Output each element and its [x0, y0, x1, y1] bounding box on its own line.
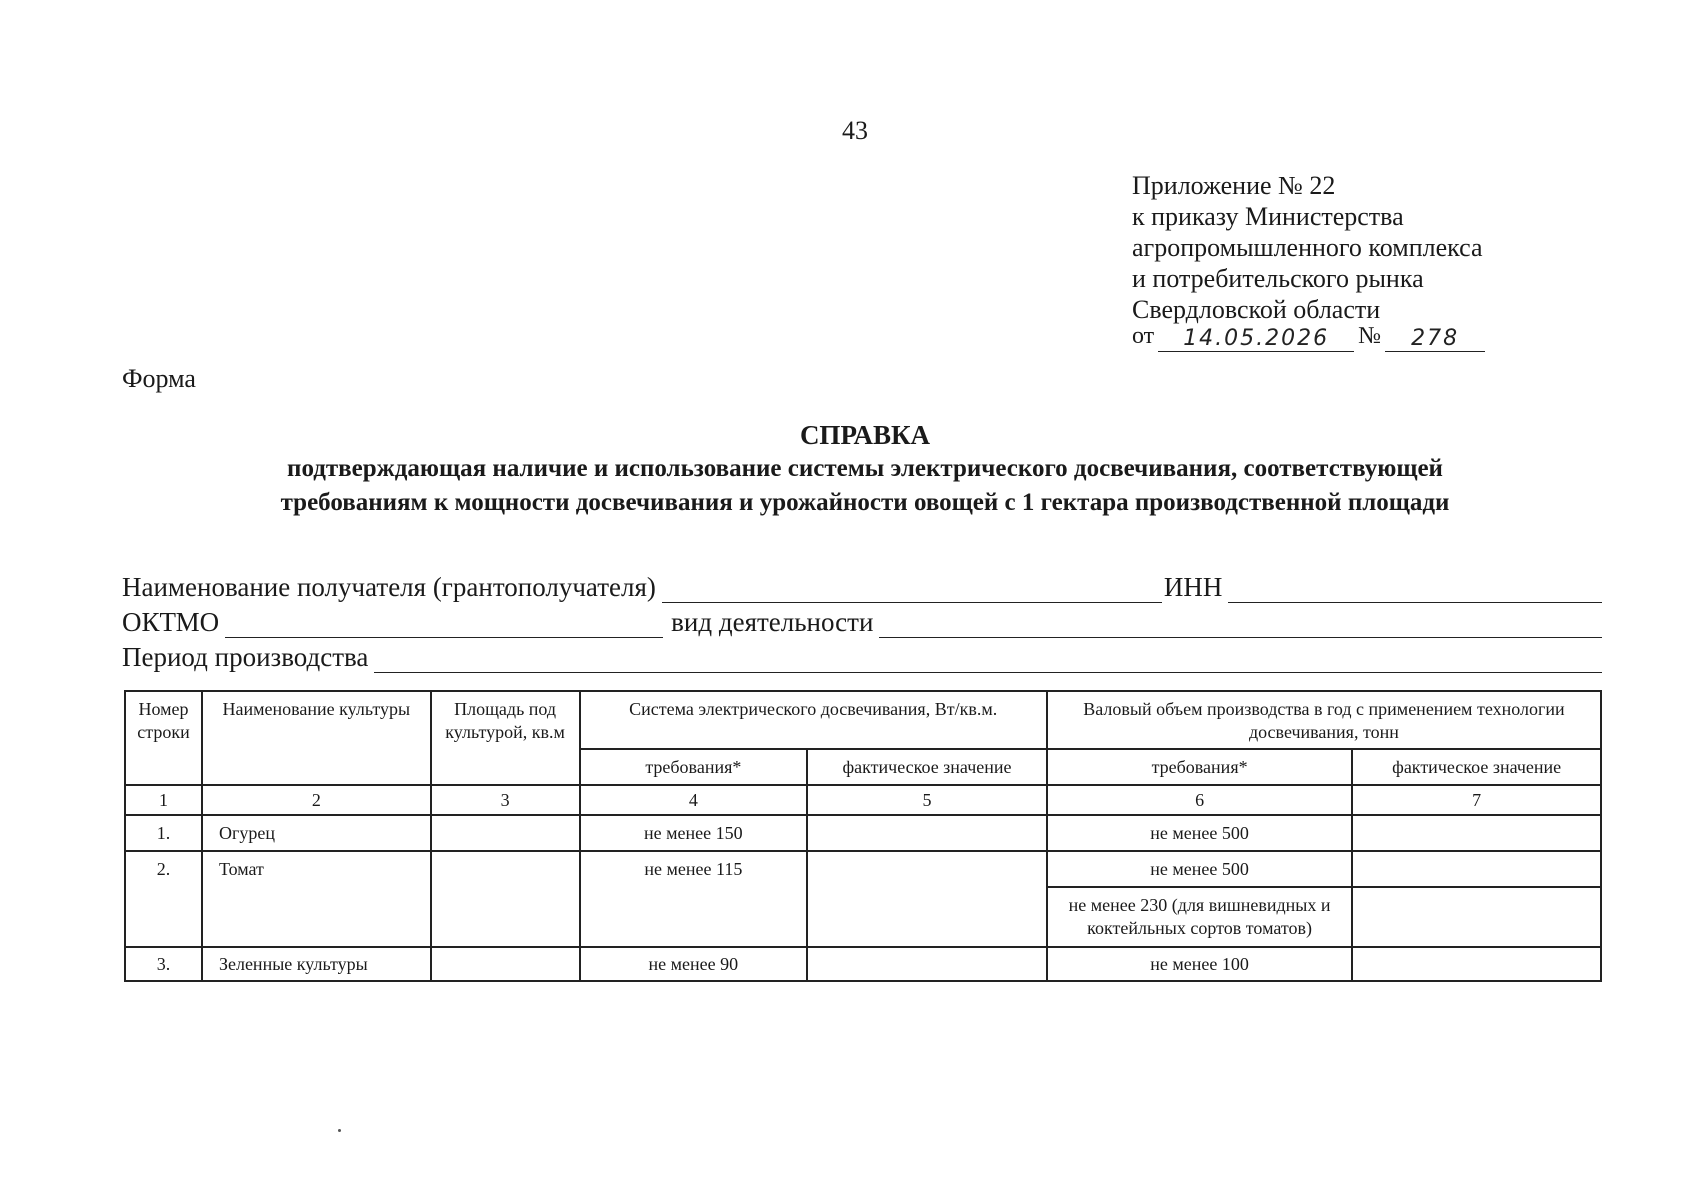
- table-row: [125, 947, 1601, 981]
- column-number: 1: [125, 785, 202, 815]
- header-culture-name: Наименование культуры: [202, 691, 431, 785]
- form-label: Форма: [122, 364, 196, 393]
- activity-blank[interactable]: [879, 615, 1602, 638]
- appendix-line-3: агропромышленного комплекса: [1132, 233, 1483, 262]
- lighting-actual-cell[interactable]: [807, 947, 1047, 981]
- period-row: [122, 638, 1602, 673]
- oktmo-row: [122, 603, 1602, 638]
- area-cell[interactable]: [431, 815, 580, 851]
- lighting-actual-cell[interactable]: [807, 851, 1047, 947]
- area-cell[interactable]: [431, 851, 580, 947]
- header-row-number: Номер строки: [125, 691, 202, 785]
- appendix-line-5: Свердловской области: [1132, 295, 1381, 324]
- column-number: 2: [202, 785, 431, 815]
- column-number: 3: [431, 785, 580, 815]
- oktmo-label: ОКТМО: [122, 607, 220, 637]
- scan-dot: [338, 1129, 341, 1132]
- culture-name: Зеленные культуры: [202, 947, 431, 981]
- row-number: 2.: [125, 851, 202, 947]
- row-number: 3.: [125, 947, 202, 981]
- recipient-label: Наименование получателя (грантополучателя): [122, 572, 656, 602]
- lighting-requirement: не менее 115: [580, 851, 808, 947]
- page-number: 43: [842, 116, 868, 145]
- appendix-block: [1132, 170, 1485, 352]
- volume-actual-cell[interactable]: [1352, 887, 1601, 947]
- inn-blank[interactable]: [1228, 580, 1602, 603]
- header-lighting-system: Система электрического досвечивания, Вт/кв.м.: [580, 691, 1047, 749]
- period-label: Период производства: [122, 642, 369, 672]
- header-volume-requirements: требования*: [1047, 749, 1353, 785]
- header-lighting-requirements: требования*: [580, 749, 808, 785]
- culture-name: Томат: [202, 851, 431, 947]
- activity-label: вид деятельности: [671, 607, 874, 637]
- volume-requirement: не менее 100: [1047, 947, 1353, 981]
- lighting-requirement: не менее 90: [580, 947, 808, 981]
- appendix-line-2: к приказу Министерства: [1132, 202, 1404, 231]
- volume-requirement: не менее 500: [1047, 851, 1353, 887]
- lighting-requirement: не менее 150: [580, 815, 808, 851]
- subtitle-line-1: подтверждающая наличие и использование системы электрического досвечивания, соответствующей: [287, 455, 1443, 482]
- handwritten-number: 278: [1385, 327, 1485, 352]
- recipient-blank[interactable]: [662, 580, 1162, 603]
- area-cell[interactable]: [431, 947, 580, 981]
- header-row-1: [125, 691, 1601, 749]
- header-volume-actual: фактическое значение: [1352, 749, 1601, 785]
- handwritten-date: 14.05.2026: [1158, 327, 1354, 352]
- column-number-row: [125, 785, 1601, 815]
- volume-actual-cell[interactable]: [1352, 947, 1601, 981]
- subtitle-line-2: требованиям к мощности досвечивания и урожайности овощей с 1 гектара производственной площади: [280, 489, 1450, 516]
- row-number: 1.: [125, 815, 202, 851]
- order-date-number-line: [1132, 321, 1485, 352]
- column-number: 5: [807, 785, 1047, 815]
- column-number: 4: [580, 785, 808, 815]
- lighting-actual-cell[interactable]: [807, 815, 1047, 851]
- data-table: [124, 690, 1602, 982]
- recipient-fields: [122, 568, 1602, 673]
- volume-actual-cell[interactable]: [1352, 851, 1601, 887]
- header-lighting-actual: фактическое значение: [807, 749, 1047, 785]
- volume-actual-cell[interactable]: [1352, 815, 1601, 851]
- header-area: Площадь под культурой, кв.м: [431, 691, 580, 785]
- table-row: [125, 851, 1601, 887]
- column-number: 7: [1352, 785, 1601, 815]
- appendix-line-4: и потребительского рынка: [1132, 264, 1424, 293]
- volume-requirement: не менее 500: [1047, 815, 1353, 851]
- oktmo-blank[interactable]: [225, 615, 663, 638]
- header-production-volume: Валовый объем производства в год с применением технологии досвечивания, тонн: [1047, 691, 1601, 749]
- appendix-line-1: Приложение № 22: [1132, 171, 1336, 200]
- inn-label: ИНН: [1163, 572, 1223, 602]
- number-prefix: №: [1358, 323, 1382, 349]
- document-title: СПРАВКА: [799, 420, 931, 450]
- date-prefix: от: [1132, 323, 1155, 349]
- recipient-row: [122, 568, 1602, 603]
- culture-name: Огурец: [202, 815, 431, 851]
- column-number: 6: [1047, 785, 1353, 815]
- period-blank[interactable]: [374, 650, 1602, 673]
- document-subtitle: [120, 452, 1610, 520]
- table-row: [125, 815, 1601, 851]
- volume-requirement-cherry: не менее 230 (для вишневидных и коктейльных сортов томатов): [1047, 887, 1353, 947]
